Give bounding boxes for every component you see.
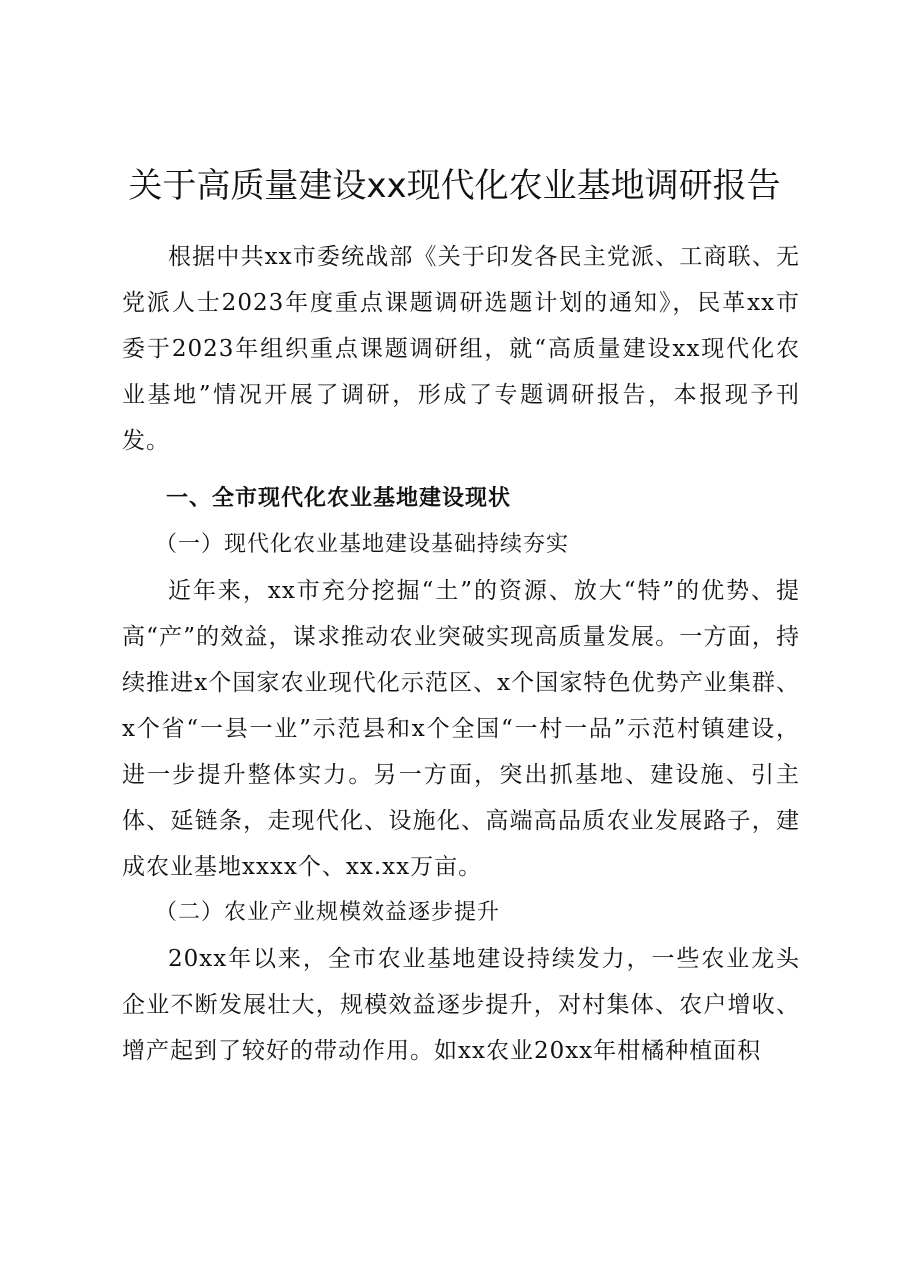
document-title: 关于高质量建设xx现代化农业基地调研报告 [128, 166, 781, 206]
spacer [122, 464, 800, 470]
section-heading-1: 一、全市现代化农业基地建设现状 [166, 486, 512, 511]
intro-paragraph: 根据中共xx市委统战部《关于印发各民主党派、工商联、无党派人士2023年度重点课题调研选题计划的通知》，民革xx市委于2023年组织重点课题调研组，就“高质量建设xx现代化农业基地”情况开展了调研，形成了专题调研报告，本报现予刊发。 [122, 244, 800, 454]
subsection-heading-1: （一）现代化农业基地建设基础持续夯实 [155, 532, 570, 557]
subsection-1-paragraph: 近年来，xx市充分挖掘“土”的资源、放大“特”的优势、提高“产”的效益，谋求推动农业突破实现高质量发展。一方面，持续推进x个国家农业现代化示范区、x个国家特色优势产业集群、x个省“一县一业”示范县和x个全国“一村一品”示范村镇建设，进一步提升整体实力。另一方面，突出抓基地、建设施、引主体、延链条，走现代化、设施化、高端高品质农业发展路子，建成农业基地xxxx个、xx.xx万亩。 [122, 578, 800, 880]
subsection-2-paragraph: 20xx年以来，全市农业基地建设持续发力，一些农业龙头企业不断发展壮大，规模效益逐步提升，对村集体、农户增收、增产起到了较好的带动作用。如xx农业20xx年柑橘种植面积 [122, 946, 800, 1064]
document-body [122, 234, 800, 1074]
subsection-heading-2: （二）农业产业规模效益逐步提升 [155, 900, 501, 925]
